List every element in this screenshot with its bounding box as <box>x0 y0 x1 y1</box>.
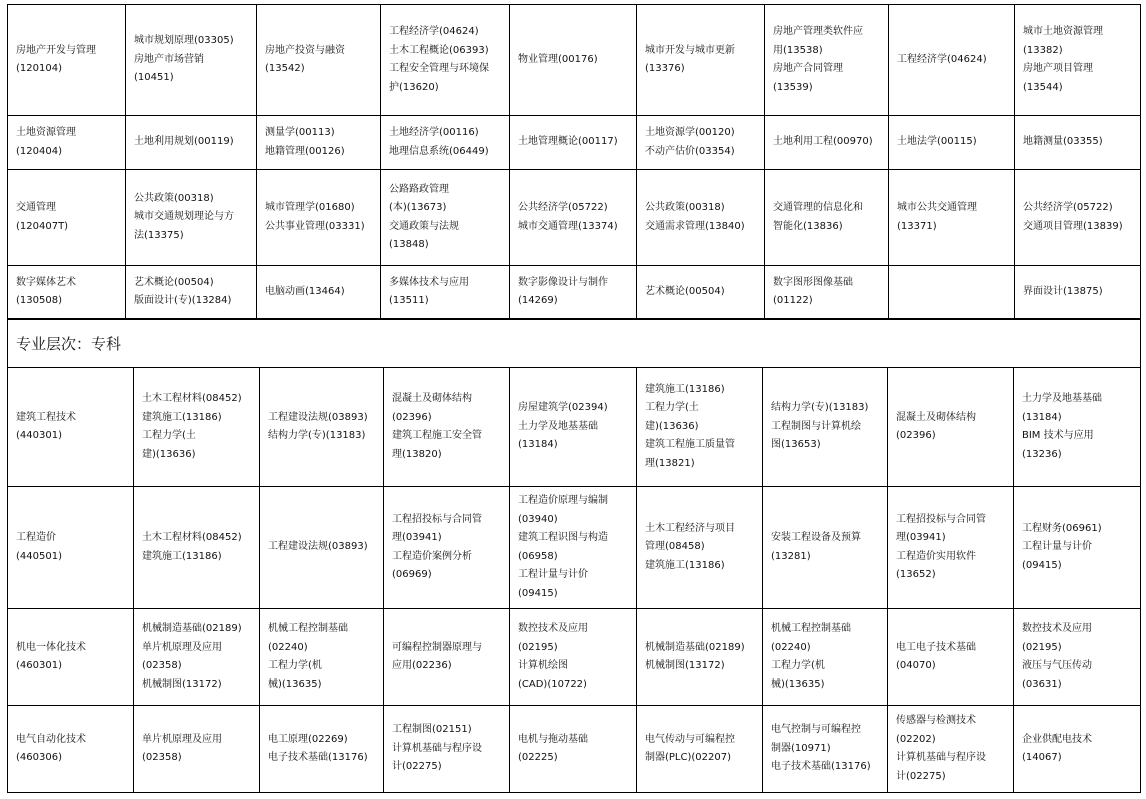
cell-line: 械)(13635) <box>268 678 322 690</box>
cell-line: (13539) <box>773 81 813 93</box>
table-row <box>8 266 1141 319</box>
cell-line: 房地产市场营销 <box>134 53 204 65</box>
cell-line: (120407T) <box>16 220 69 232</box>
cell-line: (13542) <box>265 63 305 74</box>
table-row <box>8 116 1141 170</box>
cell-line: 建筑施工(13186) <box>142 411 222 423</box>
cell-line: 土地利用工程(00970) <box>773 136 873 148</box>
cell-line: 工程安全管理与环境保 <box>389 63 489 74</box>
cell-line: BIM 技术与应用 <box>1022 430 1094 441</box>
cell-line: 机械制图(13172) <box>142 678 222 690</box>
course-cell <box>763 609 888 706</box>
table-row <box>8 609 1141 706</box>
cell-line: 公共经济学(05722) <box>1023 202 1113 213</box>
cell-line: (02240) <box>268 641 308 653</box>
cell-line: (13184) <box>1022 411 1062 423</box>
cell-line: 交通管理的信息化和 <box>773 202 863 213</box>
cell-line: 建筑工程技术 <box>16 411 76 423</box>
lower-table-body <box>8 320 1141 793</box>
cell-line: 建筑施工(13186) <box>645 383 725 395</box>
course-cell <box>889 266 1015 319</box>
course-cell <box>1015 266 1141 319</box>
cell-line: (10451) <box>134 72 174 84</box>
cell-line: (06958) <box>518 550 558 562</box>
cell-line: (13511) <box>389 295 429 306</box>
table-row <box>8 706 1141 793</box>
section-row <box>8 320 1141 368</box>
cell-line: 艺术概论(00504) <box>134 276 214 288</box>
cell-line: 土力学及地基基础 <box>1022 393 1102 404</box>
course-cell <box>637 266 765 319</box>
cell-line: 机械制造基础(02189) <box>142 623 242 634</box>
course-cell <box>260 609 384 706</box>
cell-line: 土地法学(00115) <box>897 136 977 148</box>
course-cell <box>1015 5 1141 116</box>
cell-line: 工程造价案例分析 <box>392 550 472 562</box>
cell-line: 房地产管理类软件应 <box>773 26 863 37</box>
lower-course-table <box>7 319 1141 793</box>
cell-line: (13281) <box>771 550 811 562</box>
cell-line: 房屋建筑学(02394) <box>518 402 608 414</box>
cell-line: 单片机原理及应用 <box>142 641 222 653</box>
cell-line: 建)(13636) <box>645 420 699 432</box>
cell-line: 计(02275) <box>896 770 946 782</box>
course-cell <box>510 5 637 116</box>
cell-line: 工程建设法规(03893) <box>268 411 368 423</box>
major-name-cell <box>8 116 126 170</box>
cell-line: 交通政策与法规 <box>389 220 459 232</box>
course-cell <box>889 170 1015 266</box>
cell-line: 土木工程经济与项目 <box>645 522 735 534</box>
cell-line: 测量学(00113) <box>265 127 335 138</box>
course-cell <box>381 170 510 266</box>
course-cell <box>1014 487 1141 609</box>
course-cell <box>888 368 1014 487</box>
cell-line: (13382) <box>1023 44 1063 56</box>
course-cell <box>257 116 381 170</box>
course-cell <box>1014 368 1141 487</box>
course-cell <box>637 368 763 487</box>
cell-line: (02195) <box>518 641 558 653</box>
cell-line: (13236) <box>1022 448 1062 460</box>
cell-line: (120104) <box>16 63 62 74</box>
cell-line: 械)(13635) <box>771 678 825 690</box>
course-cell <box>510 116 637 170</box>
course-cell <box>888 706 1014 793</box>
course-cell <box>257 5 381 116</box>
cell-line: (13848) <box>389 239 429 250</box>
course-cell <box>126 116 257 170</box>
cell-line: 地籍测量(03355) <box>1023 136 1103 148</box>
course-cell <box>637 706 763 793</box>
cell-line: 电工电子技术基础 <box>896 641 976 653</box>
cell-line: (CAD)(10722) <box>518 678 587 690</box>
course-cell <box>510 170 637 266</box>
cell-line: 法(13375) <box>134 229 184 241</box>
cell-line: (130508) <box>16 295 62 306</box>
course-cell <box>134 368 260 487</box>
course-cell <box>381 116 510 170</box>
cell-line: 智能化(13836) <box>773 220 843 232</box>
cell-line: (440501) <box>16 550 62 562</box>
table-row <box>8 5 1141 116</box>
cell-line: 城市规划原理(03305) <box>134 35 234 47</box>
course-cell <box>765 116 889 170</box>
cell-line: (13371) <box>897 220 937 232</box>
cell-line: 土地资源学(00120) <box>645 127 735 138</box>
course-cell <box>765 266 889 319</box>
cell-line: 城市开发与城市更新 <box>645 44 735 56</box>
cell-line: 土地资源管理 <box>16 127 76 138</box>
cell-line: 版面设计(专)(13284) <box>134 295 232 306</box>
cell-line: 混凝土及砌体结构 <box>896 411 976 423</box>
course-cell <box>384 368 510 487</box>
cell-line: (460306) <box>16 752 62 763</box>
cell-line: 单片机原理及应用 <box>142 733 222 745</box>
course-cell <box>1015 170 1141 266</box>
cell-line: 企业供配电技术 <box>1022 733 1092 745</box>
cell-line: 工程经济学(04624) <box>897 53 987 65</box>
course-cell <box>257 170 381 266</box>
course-cell <box>134 487 260 609</box>
course-cell <box>381 266 510 319</box>
cell-line: 物业管理(00176) <box>518 53 598 65</box>
cell-line: (02195) <box>1022 641 1062 653</box>
cell-line: 工程力学(土 <box>142 430 196 441</box>
major-name-cell <box>8 487 134 609</box>
cell-line: (460301) <box>16 660 62 671</box>
cell-line: 计算机基础与程序设 <box>896 752 986 763</box>
cell-line: 数字影像设计与制作 <box>518 276 608 288</box>
cell-line: 土木工程材料(08452) <box>142 393 242 404</box>
course-cell <box>384 487 510 609</box>
cell-line: 地籍管理(00126) <box>265 145 345 157</box>
cell-line: (13184) <box>518 439 558 451</box>
cell-line: (13544) <box>1023 81 1063 93</box>
course-cell <box>763 368 888 487</box>
cell-line: 工程造价原理与编制 <box>518 495 608 506</box>
cell-line: 应用(02236) <box>392 660 452 671</box>
cell-line: 房地产开发与管理 <box>16 44 96 56</box>
cell-line: 理(03941) <box>896 532 946 543</box>
cell-line: (02396) <box>896 430 936 441</box>
cell-line: 房地产投资与融资 <box>265 44 345 56</box>
course-cell <box>510 609 637 706</box>
cell-line: 传感器与检测技术 <box>896 715 976 726</box>
cell-line: 工程经济学(04624) <box>389 26 479 37</box>
cell-line: (13652) <box>896 569 936 580</box>
cell-line: 公共政策(00318) <box>645 202 725 213</box>
course-cell <box>888 609 1014 706</box>
course-cell <box>1014 609 1141 706</box>
cell-line: 可编程控制器原理与 <box>392 641 482 653</box>
cell-line: 工程计量与计价 <box>1022 541 1092 553</box>
cell-line: 电机与拖动基础 <box>518 733 588 745</box>
cell-line: (09415) <box>518 587 558 599</box>
cell-line: 工程力学(机 <box>268 660 322 671</box>
course-cell <box>134 609 260 706</box>
cell-line: (02396) <box>392 411 432 423</box>
cell-line: 土地利用规划(00119) <box>134 136 234 148</box>
cell-line: 机械工程控制基础 <box>268 623 348 634</box>
cell-line: (14067) <box>1022 752 1062 763</box>
major-name-cell <box>8 706 134 793</box>
cell-line: 混凝土及砌体结构 <box>392 393 472 404</box>
cell-line: 结构力学(专)(13183) <box>771 402 869 414</box>
cell-line: 工程制图(02151) <box>392 724 472 736</box>
cell-line: 理(13821) <box>645 457 695 469</box>
cell-line: (02225) <box>518 752 558 763</box>
cell-line: (02358) <box>142 660 182 671</box>
cell-line: 结构力学(专)(13183) <box>268 430 366 441</box>
course-cell <box>763 706 888 793</box>
major-name-cell <box>8 170 126 266</box>
course-cell <box>260 487 384 609</box>
cell-line: 交通管理 <box>16 202 56 213</box>
cell-line: 交通项目管理(13839) <box>1023 220 1123 232</box>
cell-line: (120404) <box>16 145 62 157</box>
cell-line: 工程力学(土 <box>645 402 699 414</box>
cell-line: 机械制造基础(02189) <box>645 641 745 653</box>
cell-line: 建)(13636) <box>142 448 196 460</box>
course-cell <box>888 487 1014 609</box>
cell-line: 艺术概论(00504) <box>645 285 725 297</box>
cell-line: 土地管理概论(00117) <box>518 136 618 148</box>
cell-line: (03631) <box>1022 678 1062 690</box>
course-cell <box>126 170 257 266</box>
cell-line: (14269) <box>518 295 558 306</box>
cell-line: (02358) <box>142 752 182 763</box>
cell-line: 工程计量与计价 <box>518 569 588 580</box>
cell-line: 公共政策(00318) <box>134 192 214 204</box>
course-cell <box>1014 706 1141 793</box>
cell-line: 数字媒体艺术 <box>16 276 76 288</box>
section-title: 专业层次：专科 <box>8 320 1141 368</box>
course-cell <box>637 5 765 116</box>
cell-line: 公路路政管理 <box>389 183 449 195</box>
cell-line: 界面设计(13875) <box>1023 285 1103 297</box>
cell-line: 建筑工程识图与构造 <box>518 532 608 543</box>
cell-line: 建筑工程施工安全管 <box>392 430 482 441</box>
cell-line: 城市管理学(01680) <box>265 202 355 213</box>
cell-line: 护(13620) <box>389 81 439 93</box>
cell-line: 理(13820) <box>392 448 442 460</box>
cell-line: 数控技术及应用 <box>1022 623 1092 634</box>
course-cell <box>765 5 889 116</box>
course-cell <box>637 609 763 706</box>
cell-line: 城市交通规划理论与方 <box>134 211 234 223</box>
cell-line: 计(02275) <box>392 761 442 773</box>
cell-line: 用(13538) <box>773 44 823 56</box>
cell-line: (02240) <box>771 641 811 653</box>
cell-line: 电气控制与可编程控 <box>771 724 861 736</box>
cell-line: 机电一体化技术 <box>16 641 86 653</box>
cell-line: (04070) <box>896 660 936 671</box>
cell-line: 多媒体技术与应用 <box>389 276 469 288</box>
course-cell <box>763 487 888 609</box>
cell-line: 计算机绘图 <box>518 660 568 671</box>
course-cell <box>126 266 257 319</box>
cell-line: 制器(PLC)(02207) <box>645 752 732 763</box>
cell-line: (02202) <box>896 733 936 745</box>
cell-line: 电脑动画(13464) <box>265 285 345 297</box>
cell-line: 机械工程控制基础 <box>771 623 851 634</box>
cell-line: 机械制图(13172) <box>645 660 725 671</box>
cell-line: 城市公共交通管理 <box>897 202 977 213</box>
cell-line: (13376) <box>645 63 685 74</box>
course-cell <box>134 706 260 793</box>
cell-line: 电子技术基础(13176) <box>268 752 368 763</box>
major-name-cell <box>8 368 134 487</box>
cell-line: (本)(13673) <box>389 202 447 213</box>
cell-line: 工程招投标与合同管 <box>896 513 986 525</box>
course-cell <box>889 116 1015 170</box>
cell-line: 工程力学(机 <box>771 660 825 671</box>
cell-line: 建筑施工(13186) <box>142 550 222 562</box>
cell-line: 不动产估价(03354) <box>645 145 735 157</box>
course-cell <box>260 706 384 793</box>
course-cell <box>510 487 637 609</box>
cell-line: 工程制图与计算机绘 <box>771 420 861 432</box>
cell-line: 工程招投标与合同管 <box>392 513 482 525</box>
cell-line: 计算机基础与程序设 <box>392 742 482 754</box>
course-cell <box>381 5 510 116</box>
cell-line: 房地产项目管理 <box>1023 63 1093 74</box>
table-row <box>8 487 1141 609</box>
cell-line: (440301) <box>16 430 62 441</box>
cell-line: 地理信息系统(06449) <box>389 145 489 157</box>
cell-line: 数字图形图像基础 <box>773 276 853 288</box>
course-cell <box>510 706 637 793</box>
cell-line: 制器(10971) <box>771 742 831 754</box>
cell-line: 液压与气压传动 <box>1022 660 1092 671</box>
cell-line: (01122) <box>773 295 813 306</box>
cell-line: 公共经济学(05722) <box>518 202 608 213</box>
course-cell <box>637 170 765 266</box>
major-name-cell <box>8 5 126 116</box>
cell-line: 土木工程材料(08452) <box>142 532 242 543</box>
cell-line: 安装工程设备及预算 <box>771 532 861 543</box>
course-cell <box>637 116 765 170</box>
cell-line: 电工原理(02269) <box>268 733 348 745</box>
cell-line: (09415) <box>1022 559 1062 571</box>
cell-line: 管理(08458) <box>645 541 705 553</box>
table-row <box>8 368 1141 487</box>
cell-line: 土力学及地基基础 <box>518 420 598 432</box>
cell-line: 城市土地资源管理 <box>1023 26 1103 37</box>
cell-line: 公共事业管理(03331) <box>265 220 365 232</box>
cell-line: 电气自动化技术 <box>16 733 86 745</box>
course-cell <box>637 487 763 609</box>
cell-line: 交通需求管理(13840) <box>645 220 745 232</box>
course-cell <box>510 266 637 319</box>
cell-line: 工程造价 <box>16 532 56 543</box>
course-cell <box>126 5 257 116</box>
cell-line: (03940) <box>518 513 558 525</box>
course-cell <box>384 609 510 706</box>
course-cell <box>257 266 381 319</box>
course-cell <box>510 368 637 487</box>
cell-line: 电子技术基础(13176) <box>771 761 871 773</box>
cell-line: 工程建设法规(03893) <box>268 541 368 553</box>
course-cell <box>889 5 1015 116</box>
cell-line: 建筑工程施工质量管 <box>645 439 735 451</box>
table-row <box>8 170 1141 266</box>
cell-line: 城市交通管理(13374) <box>518 220 618 232</box>
cell-line: (06969) <box>392 569 432 580</box>
major-name-cell <box>8 266 126 319</box>
cell-line: 土地经济学(00116) <box>389 127 479 138</box>
course-cell <box>765 170 889 266</box>
cell-line: 图(13653) <box>771 439 821 451</box>
cell-line: 土木工程概论(06393) <box>389 44 489 56</box>
cell-line: 工程财务(06961) <box>1022 522 1102 534</box>
upper-table-body <box>8 5 1141 319</box>
course-cell <box>384 706 510 793</box>
upper-course-table <box>7 4 1141 319</box>
cell-line: 建筑施工(13186) <box>645 559 725 571</box>
course-cell <box>260 368 384 487</box>
cell-line: 工程造价实用软件 <box>896 550 976 562</box>
cell-line: 数控技术及应用 <box>518 623 588 634</box>
cell-line: 理(03941) <box>392 532 442 543</box>
major-name-cell <box>8 609 134 706</box>
course-cell <box>1015 116 1141 170</box>
cell-line: 房地产合同管理 <box>773 63 843 74</box>
cell-line: 电气传动与可编程控 <box>645 733 735 745</box>
